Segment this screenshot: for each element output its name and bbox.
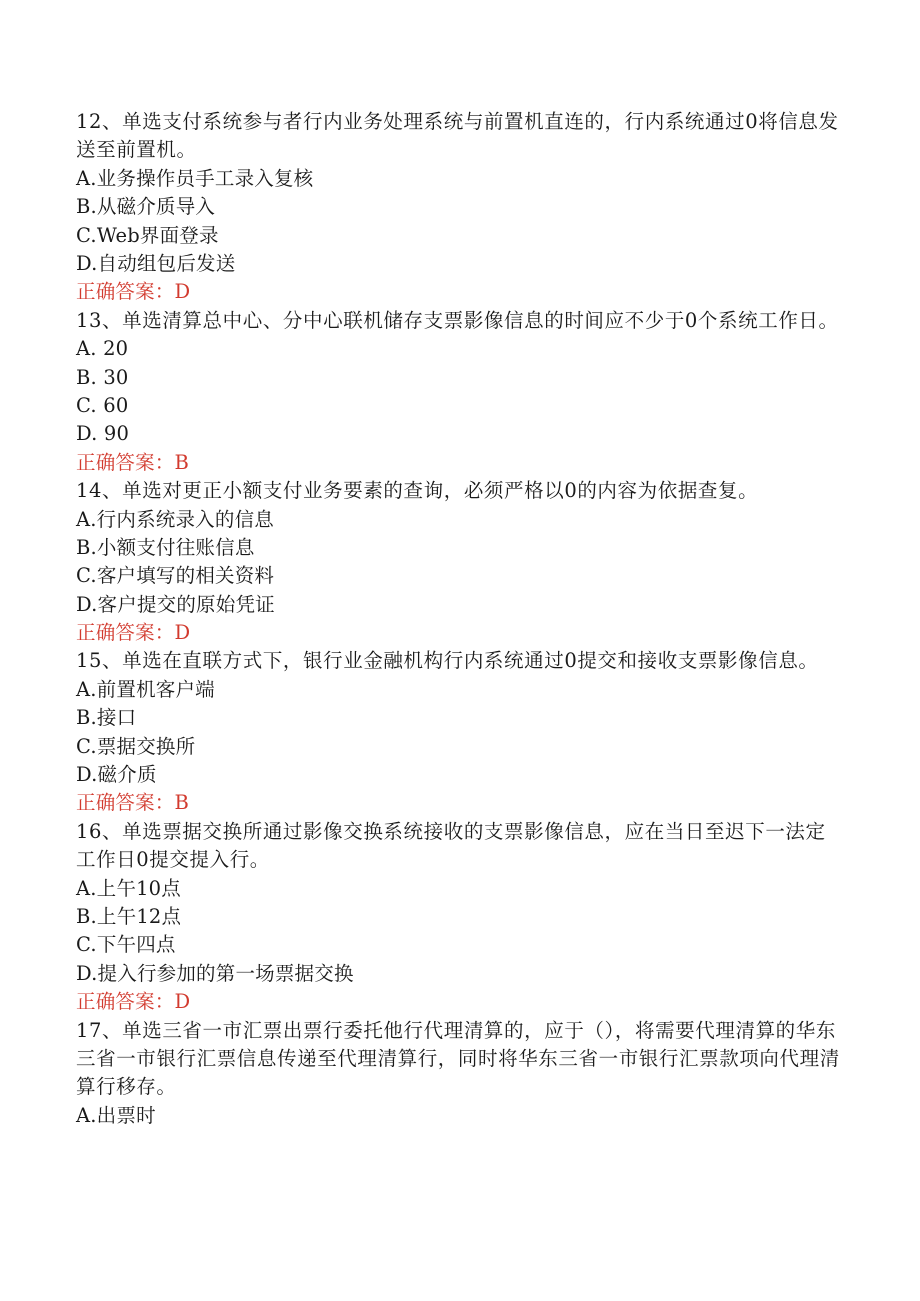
correct-answer: 正确答案：D	[76, 621, 191, 645]
question-12	[76, 108, 842, 307]
option-c: C.客户填写的相关资料	[76, 564, 275, 588]
option-b: B. 30	[76, 365, 129, 389]
question-13	[76, 307, 842, 477]
question-stem: 14、单选对更正小额支付业务要素的查询，必须严格以0的内容为依据查复。	[76, 479, 759, 503]
question-14	[76, 477, 842, 647]
option-d: D.提入行参加的第一场票据交换	[76, 961, 354, 985]
option-b: B.上午12点	[76, 905, 182, 929]
question-stem: 17、单选三省一市汇票出票行委托他行代理清算的，应于（），将需要代理清算的华东三省一市银行汇票信息传递至代理清算行，同时将华东三省一市银行汇票款项向代理清算行移存。	[76, 1018, 840, 1099]
option-a: A.出票时	[76, 1103, 156, 1127]
option-a: A.前置机客户端	[76, 677, 215, 701]
option-c: C.票据交换所	[76, 734, 196, 758]
question-stem: 15、单选在直联方式下，银行业金融机构行内系统通过0提交和接收支票影像信息。	[76, 649, 819, 673]
option-d: D.自动组包后发送	[76, 251, 236, 275]
option-d: D.磁介质	[76, 763, 157, 787]
option-a: A. 20	[76, 337, 129, 361]
option-d: D.客户提交的原始凭证	[76, 592, 275, 616]
option-c: C.Web界面登录	[76, 223, 219, 247]
question-list	[76, 108, 842, 1130]
option-a: A.上午10点	[76, 876, 181, 900]
option-d: D. 90	[76, 422, 130, 446]
correct-answer: 正确答案：B	[76, 450, 190, 474]
option-c: C.下午四点	[76, 933, 176, 957]
option-a: A.行内系统录入的信息	[76, 507, 274, 531]
question-17	[76, 1017, 842, 1131]
question-16	[76, 818, 842, 1017]
option-c: C. 60	[76, 393, 129, 417]
option-a: A.业务操作员手工录入复核	[76, 166, 314, 190]
correct-answer: 正确答案：D	[76, 280, 191, 304]
option-b: B.小额支付往账信息	[76, 535, 255, 559]
question-15	[76, 647, 842, 817]
option-b: B.从磁介质导入	[76, 195, 216, 219]
question-stem: 13、单选清算总中心、分中心联机储存支票影像信息的时间应不少于0个系统工作日。	[76, 308, 839, 332]
correct-answer: 正确答案：B	[76, 791, 190, 815]
option-b: B.接口	[76, 706, 137, 730]
correct-answer: 正确答案：D	[76, 990, 191, 1014]
question-stem: 16、单选票据交换所通过影像交换系统接收的支票影像信息，应在当日至迟下一法定工作日0提交提入行。	[76, 819, 826, 872]
question-stem: 12、单选支付系统参与者行内业务处理系统与前置机直连的，行内系统通过0将信息发送至前置机。	[76, 110, 839, 162]
